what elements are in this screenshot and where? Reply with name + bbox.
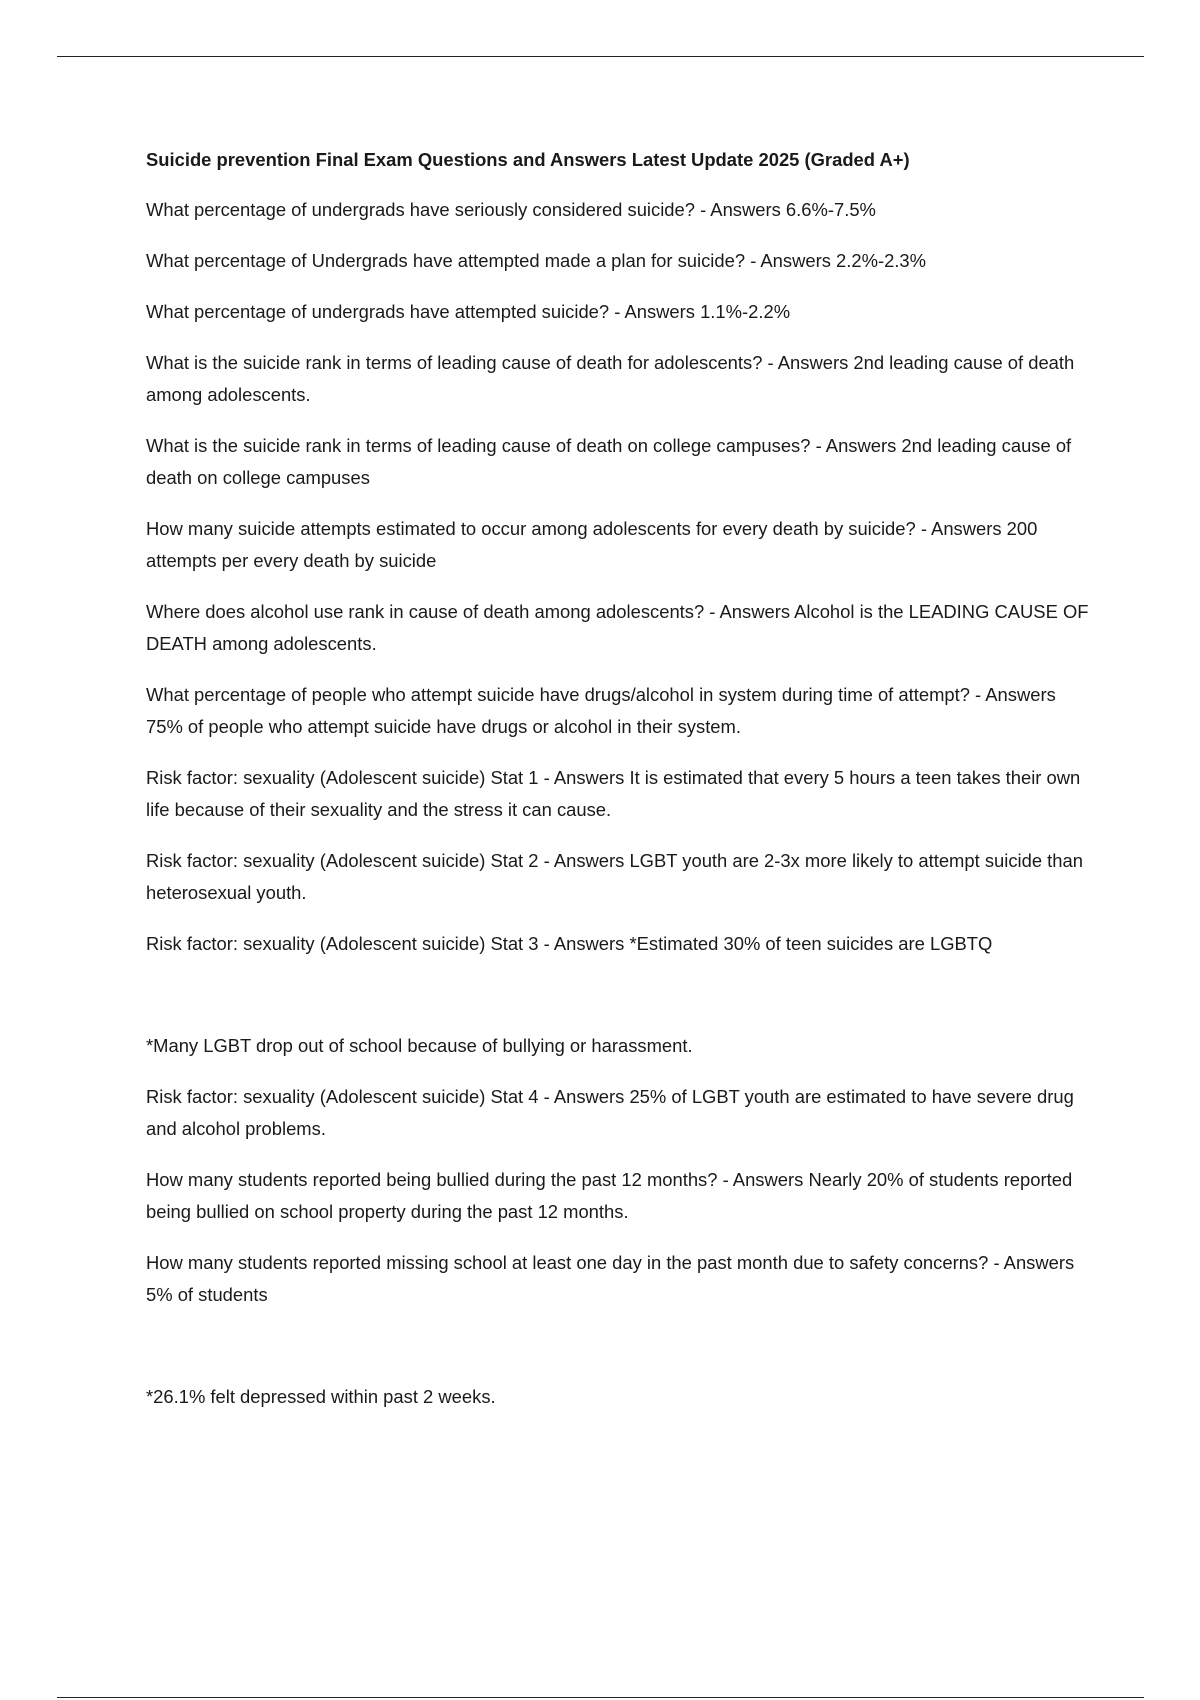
paragraph-spacer <box>146 1330 1092 1381</box>
qa-item: Risk factor: sexuality (Adolescent suicide) Stat 3 - Answers *Estimated 30% of teen suicides are LGBTQ <box>146 933 993 954</box>
footer-rule <box>57 1697 1144 1698</box>
answer-note: *26.1% felt depressed within past 2 weeks. <box>146 1386 496 1407</box>
qa-item: Risk factor: sexuality (Adolescent suicide) Stat 1 - Answers It is estimated that every 5 hours a teen takes their own life because of their sexuality and the stress it can cause. <box>146 767 1081 820</box>
qa-item: How many suicide attempts estimated to occur among adolescents for every death by suicide? - Answers 200 attempts per every death by suicide <box>146 518 1038 571</box>
paragraph-spacer <box>146 979 1092 1030</box>
answer-note: *Many LGBT drop out of school because of bullying or harassment. <box>146 1035 693 1056</box>
qa-item: Risk factor: sexuality (Adolescent suicide) Stat 4 - Answers 25% of LGBT youth are estimated to have severe drug and alcohol problems. <box>146 1086 1074 1139</box>
qa-item: What percentage of people who attempt suicide have drugs/alcohol in system during time of attempt? - Answers 75% of people who attempt suicide have drugs or alcohol in their system. <box>146 684 1056 737</box>
qa-item: What percentage of undergrads have seriously considered suicide? - Answers 6.6%-7.5% <box>146 199 876 220</box>
qa-item: How many students reported being bullied during the past 12 months? - Answers Nearly 20% of students reported being bullied on school property during the past 12 months. <box>146 1169 1073 1222</box>
header-rule <box>57 56 1144 57</box>
qa-item: Where does alcohol use rank in cause of death among adolescents? - Answers Alcohol is the LEADING CAUSE OF DEATH among adolescents. <box>146 601 1089 654</box>
qa-item: What is the suicide rank in terms of leading cause of death for adolescents? - Answers 2nd leading cause of death among adolescents. <box>146 352 1075 405</box>
document-body <box>146 145 1092 1432</box>
qa-item: What percentage of undergrads have attempted suicide? - Answers 1.1%-2.2% <box>146 301 791 322</box>
qa-item: What is the suicide rank in terms of leading cause of death on college campuses? - Answers 2nd leading cause of death on college campuses <box>146 435 1072 488</box>
qa-item: Risk factor: sexuality (Adolescent suicide) Stat 2 - Answers LGBT youth are 2-3x more likely to attempt suicide than heterosexual youth. <box>146 850 1083 903</box>
document-title: Suicide prevention Final Exam Questions and Answers Latest Update 2025 (Graded A+) <box>146 149 910 170</box>
qa-item: What percentage of Undergrads have attempted made a plan for suicide? - Answers 2.2%-2.3% <box>146 250 926 271</box>
qa-item: How many students reported missing school at least one day in the past month due to safety concerns? - Answers 5% of students <box>146 1252 1075 1305</box>
